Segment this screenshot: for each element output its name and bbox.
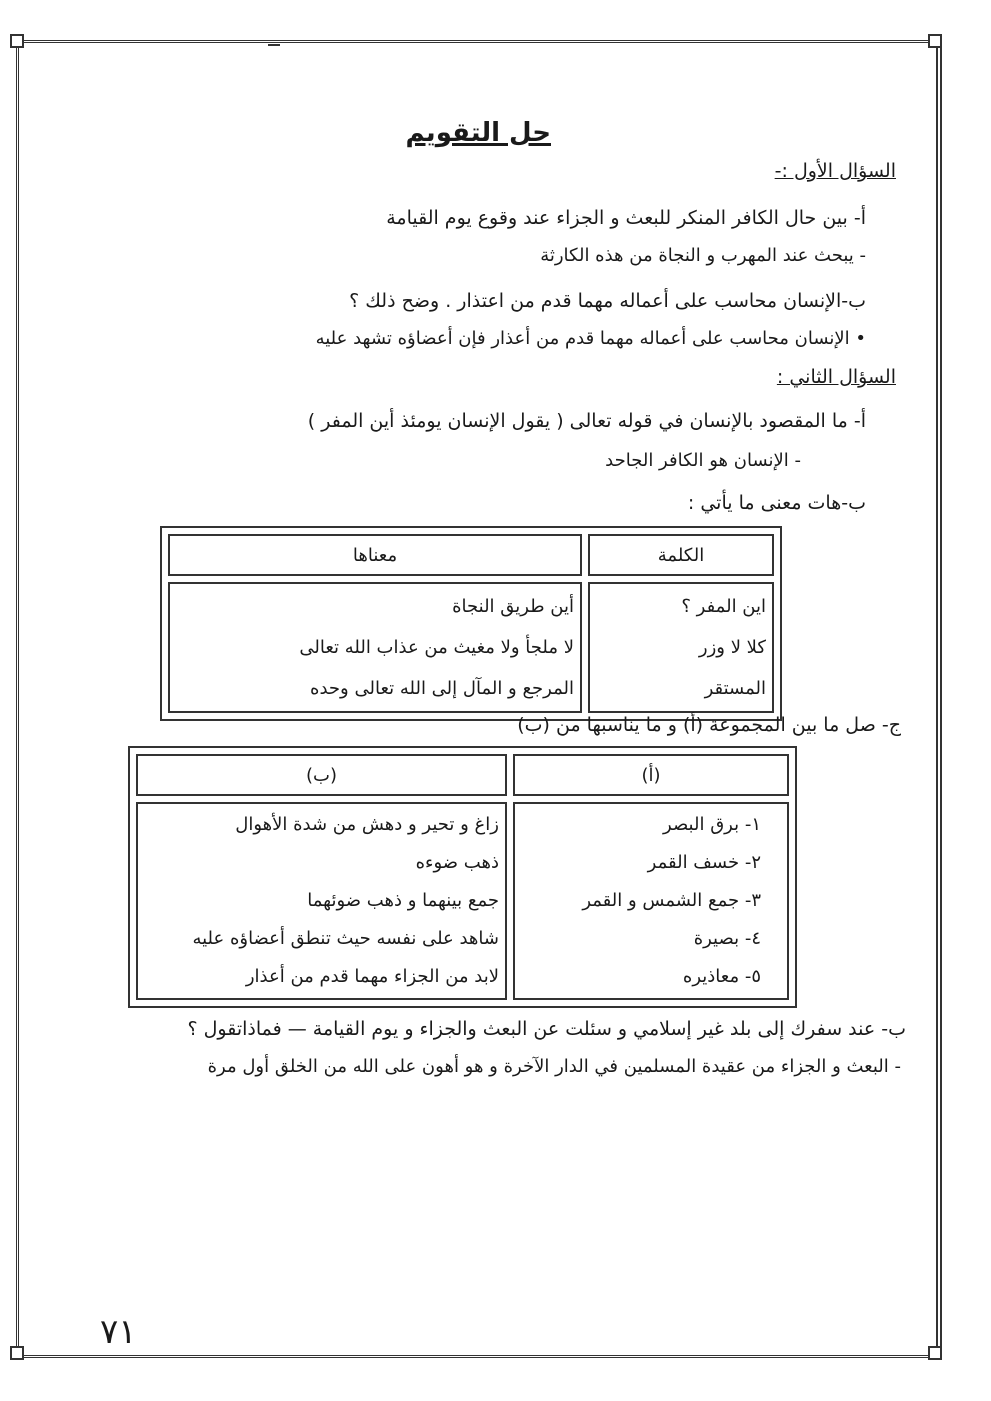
group-b-item: ذهب ضوءه — [415, 852, 499, 873]
q2-part-d-answer: - البعث و الجزاء من عقيدة المسلمين في الدار الآخرة و هو أهون على الله من الخلق أول مرة — [207, 1056, 901, 1077]
header-word: الكلمة — [588, 534, 774, 576]
q2-part-d-question: ب- عند سفرك إلى بلد غير إسلامي و سئلت عن البعث والجزاء و يوم القيامة — فماذاتقول ؟ — [187, 1018, 906, 1040]
q1-part-b-answer: • الإنسان محاسب على أعماله مهما قدم من أعذار فإن أعضاؤه تشهد عليه — [315, 328, 866, 349]
q1-part-a-question: أ- بين حال الكافر المنكر للبعث و الجزاء عند وقوع يوم القيامة — [386, 207, 866, 229]
word-item: المستقر — [704, 678, 766, 699]
frame-corner-ornament — [928, 1346, 942, 1360]
meaning-item: أين طريق النجاة — [452, 596, 574, 617]
question-2-heading: السؤال الثاني : — [776, 366, 896, 388]
group-b-item: جمع بينهما و ذهب ضوئهما — [307, 890, 499, 911]
word-item: اين المفر ؟ — [681, 596, 766, 617]
q2-part-c-question: ج- صل ما بين المجموعة (أ) و ما يناسبها من (ب) — [517, 714, 901, 736]
group-a-item: ٤- بصيرة — [693, 928, 761, 949]
q2-part-b-question: ب-هات معنى ما يأتي : — [687, 492, 866, 514]
words-column — [588, 582, 774, 713]
header-group-a: (أ) — [513, 754, 789, 796]
meaning-item: لا ملجأ ولا مغيث من عذاب الله تعالى — [299, 637, 574, 658]
q2-part-a-question: أ- ما المقصود بالإنسان في قوله تعالى ( يقول الإنسان يومئذ أين المفر ) — [307, 410, 866, 432]
matching-table — [128, 746, 797, 1008]
frame-corner-ornament — [928, 34, 942, 48]
q2-part-a-answer: - الإنسان هو الكافر الجاحد — [605, 450, 801, 471]
q1-part-b-question: ب-الإنسان محاسب على أعماله مهما قدم من اعتذار . وضح ذلك ؟ — [349, 290, 866, 312]
question-1-heading: السؤال الأول :- — [774, 160, 896, 182]
group-a-column — [513, 802, 789, 1000]
group-b-column — [136, 802, 507, 1000]
q1-part-a-answer: - يبحث عند المهرب و النجاة من هذه الكارثة — [540, 245, 866, 266]
top-dash-mark — [268, 44, 280, 46]
meanings-column — [168, 582, 582, 713]
meanings-table — [160, 526, 782, 721]
page-title: حل التقويم — [405, 118, 551, 148]
meaning-item: المرجع و المآل إلى الله تعالى وحده — [310, 678, 574, 699]
page-number: ٧١ — [100, 1312, 137, 1352]
header-meaning: معناها — [168, 534, 582, 576]
group-a-item: ١- برق البصر — [663, 814, 761, 835]
header-group-b: (ب) — [136, 754, 507, 796]
group-a-item: ٣- جمع الشمس و القمر — [582, 890, 761, 911]
group-b-item: شاهد على نفسه حيث تنطق أعضاؤه عليه — [192, 928, 499, 949]
group-b-item: لابد من الجزاء مهما قدم من أعذار — [245, 966, 499, 987]
group-a-item: ٢- خسف القمر — [647, 852, 761, 873]
group-b-item: زاغ و تحير و دهش من شدة الأهوال — [235, 814, 499, 835]
word-item: كلا لا وزر — [698, 637, 766, 658]
group-a-item: ٥- معاذيره — [682, 966, 761, 987]
frame-corner-ornament — [10, 34, 24, 48]
frame-corner-ornament — [10, 1346, 24, 1360]
